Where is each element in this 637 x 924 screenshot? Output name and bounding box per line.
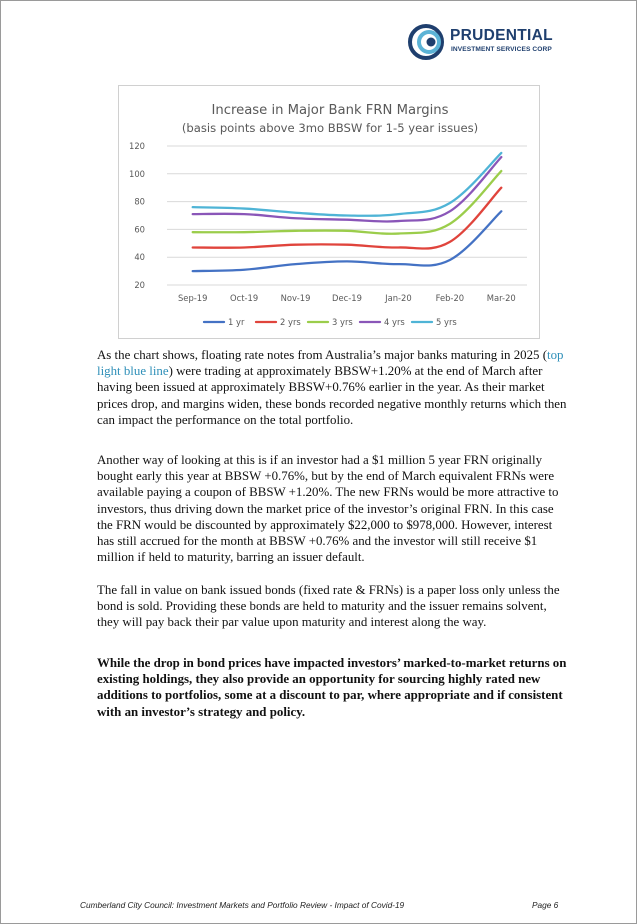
chart-svg <box>119 86 541 340</box>
legend-label-2-yrs: 2 yrs <box>280 317 301 327</box>
y-tick-label: 20 <box>134 280 145 290</box>
chart-line-reference-link[interactable]: top light blue line <box>97 348 564 379</box>
legend-label-5-yrs: 5 yrs <box>436 317 457 327</box>
chart-legend <box>204 317 457 327</box>
x-tick-label: Nov-19 <box>280 293 311 303</box>
prudential-logo-icon <box>408 24 444 60</box>
frn-margins-chart <box>118 85 540 339</box>
x-tick-label: Mar-20 <box>486 293 516 303</box>
p1-text-before: As the chart shows, floating rate notes from Australia’s major banks maturing in 2025 ( <box>97 348 548 362</box>
paragraph-frn-example: Another way of looking at this is if an investor had a $1 million 5 year FRN originally bought early this year at BBSW +0.76%, but by the end of March equivalent FRNs were available paying a coupon of BBSW +1.20%. The new FRNs would be more attractive to investors, thus driving down the market price of the investor’s original FRN. In this case the FRN would be discounted by approximately $22,000 to $978,000. However, interest has still accrued for the month at BBSW +0.76% and the investor will still receive $1 million if held to maturity, barring an issuer default. <box>97 453 559 565</box>
chart-y-axis <box>129 141 145 290</box>
legend-label-3-yrs: 3 yrs <box>332 317 353 327</box>
y-tick-label: 60 <box>134 224 145 235</box>
x-tick-label: Oct-19 <box>230 293 259 303</box>
footer-page-number: Page 6 <box>532 900 559 910</box>
y-tick-label: 120 <box>129 141 145 151</box>
company-logo <box>408 24 568 60</box>
chart-subtitle: (basis points above 3mo BBSW for 1-5 year issues) <box>181 121 479 135</box>
series-line-3-yrs <box>193 171 502 234</box>
chart-series <box>193 153 502 271</box>
p1-text-after: ) were trading at approximately BBSW+1.20% at the end of March after having been issued at approximately BBSW+0.76% earlier in the year. As their market prices drop, and margins widen, these bonds recorded negative monthly returns which then can impact the performance on the total portfolio. <box>97 364 567 427</box>
legend-label-4-yrs: 4 yrs <box>384 317 405 327</box>
paragraph-opportunity-summary: While the drop in bond prices have impacted investors’ marked-to-market returns on existing holdings, they also provide an opportunity for sourcing highly rated new additions to portfolios, some at a discount to par, where appropriate and if consistent with an investor’s strategy and policy. <box>97 656 567 719</box>
x-tick-label: Jan-20 <box>385 293 412 303</box>
footer-document-title: Cumberland City Council: Investment Markets and Portfolio Review - Impact of Covid-19 <box>80 900 405 910</box>
y-tick-label: 80 <box>134 196 145 207</box>
x-tick-label: Feb-20 <box>435 293 465 303</box>
logo-subtitle: INVESTMENT SERVICES CORP <box>451 46 552 53</box>
logo-name: PRUDENTIAL <box>450 27 553 44</box>
series-line-4-yrs <box>193 157 502 221</box>
legend-label-1-yr: 1 yr <box>228 317 245 327</box>
y-tick-label: 100 <box>129 168 145 179</box>
x-tick-label: Dec-19 <box>332 293 362 303</box>
paragraph-chart-explanation <box>97 347 567 428</box>
chart-x-axis <box>178 293 516 303</box>
series-line-2-yrs <box>193 188 502 249</box>
y-tick-label: 40 <box>134 252 145 263</box>
paragraph-paper-loss: The fall in value on bank issued bonds (fixed rate & FRNs) is a paper loss only unless the bond is sold. Providing these bonds are held to maturity and the issuer remains solvent, they will pay back their par value upon maturity and interest along the way. <box>97 583 560 630</box>
chart-title: Increase in Major Bank FRN Margins <box>211 103 449 118</box>
x-tick-label: Sep-19 <box>177 293 208 303</box>
